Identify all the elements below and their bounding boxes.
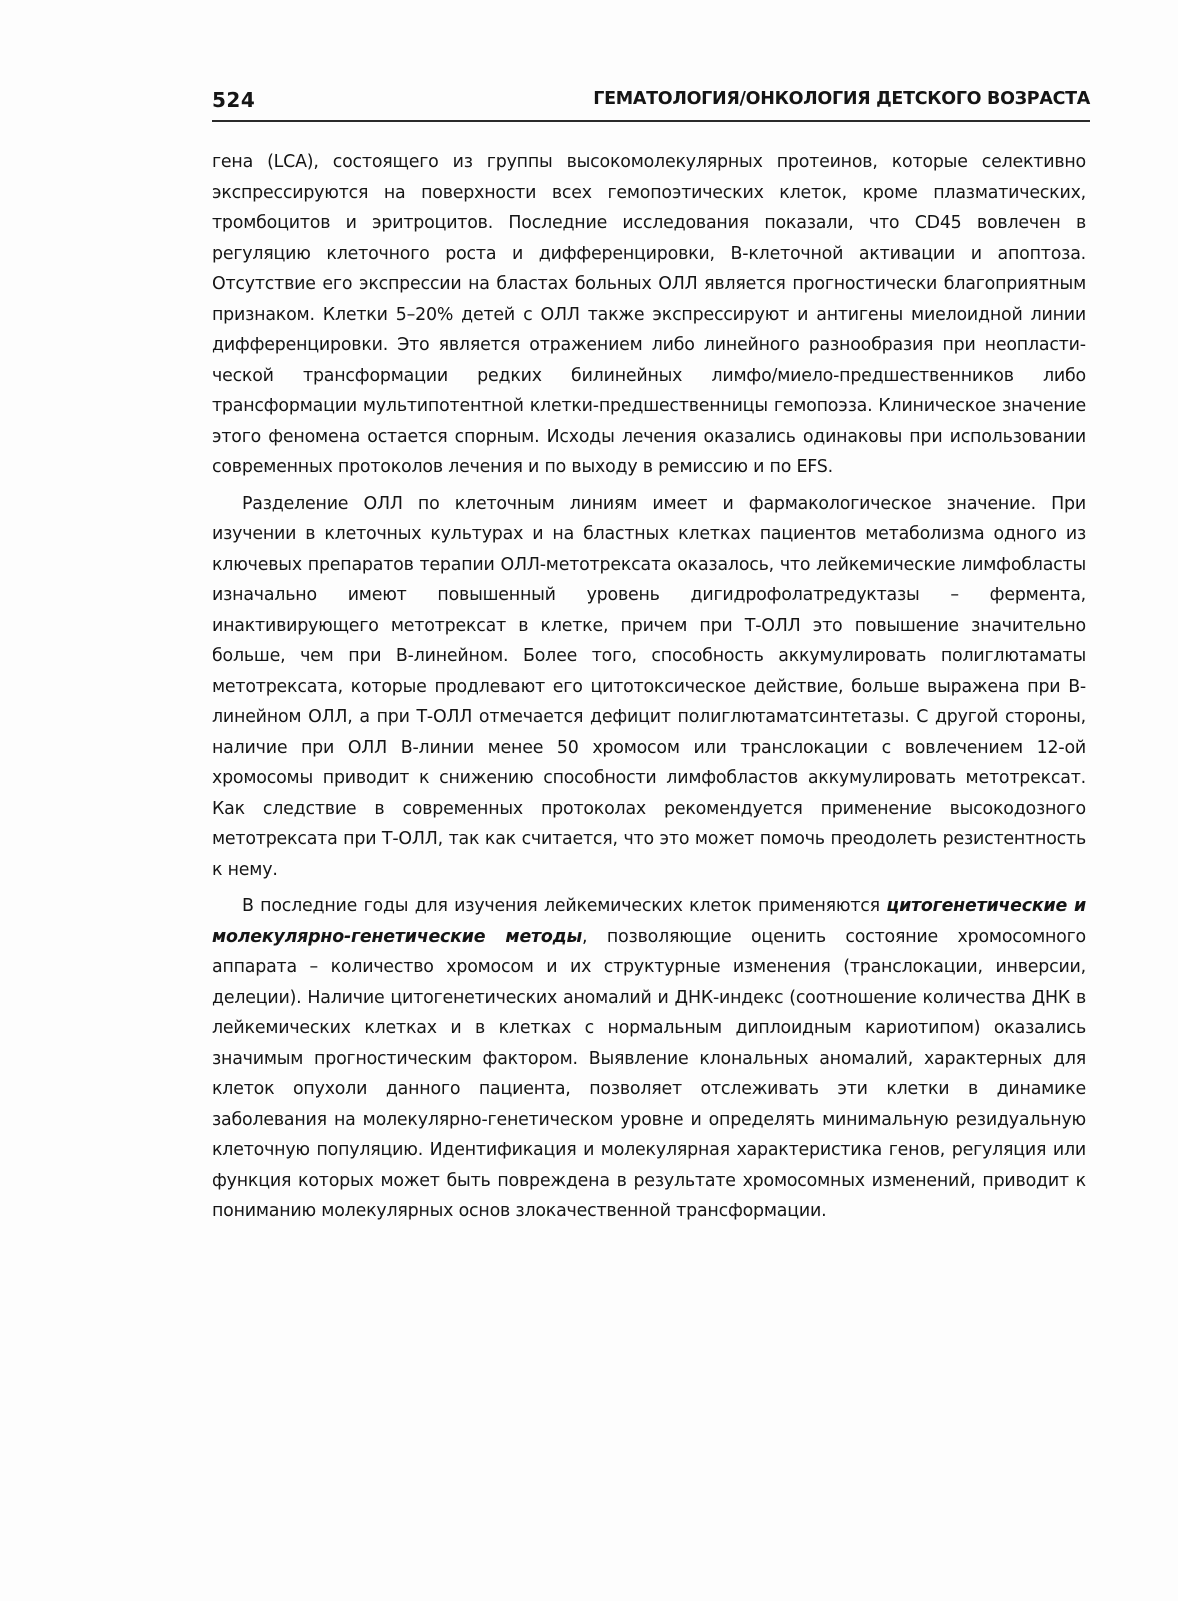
paragraph-3-lead: В последние годы для изучения лейкемических клеток применяются xyxy=(242,896,887,916)
paragraph-1: гена (LCA), состоящего из группы высокомолекулярных протеинов, которые селективно экспрессируются на поверхности всех гемопоэтических клеток, кроме плазматических, тромбоцитов и эритроцитов. Последние исследования показали, что CD45 вовлечен в регуляцию клеточного роста и дифференцировки, В-клеточной активации и апоптоза. Отсутствие его экспрессии на бластах больных ОЛЛ является прогностически благоприятным признаком. Клетки 5–20% детей с ОЛЛ также экспрессируют и антигены миелоидной линии дифференцировки. Это является отражением либо линейного разнообразия при неопластической трансформации редких билинейных лимфо/миело-предшественников либо трансформации мультипотентной клетки-предшественницы гемопоэза. Клиническое значение этого феномена остается спорным. Исходы лечения оказались одинаковы при использовании современных протоколов лечения и по выходу в ремиссию и по EFS. xyxy=(212,152,1086,477)
header-rule xyxy=(212,120,1090,122)
running-head: ГЕМАТОЛОГИЯ/ОНКОЛОГИЯ ДЕТСКОГО ВОЗРАСТА xyxy=(593,89,1090,109)
paragraph-2: Разделение ОЛЛ по клеточным линиям имеет и фармакологическое значение. При изучении в клеточных культурах и на бластных клетках пациентов метаболизма одного из ключевых препаратов терапии ОЛЛ-метотрексата оказалось, что лейкемические лимфобласты изначально имеют повышенный уровень дигидрофолатредуктазы – фермента, инактивирующего метотрексат в клетке, причем при Т-ОЛЛ это повышение значительно больше, чем при В-линейном. Более того, способность аккумулировать полиглютаматы метотрексата, которые продлевают его цитотоксическое действие, больше выражена при В-линейном ОЛЛ, а при Т-ОЛЛ отмечается дефицит полиглютаматсинтетазы. С другой стороны, наличие при ОЛЛ В-линии менее 50 хромосом или транслокации с вовлечением 12-ой хромосомы приводит к снижению способности лимфобластов аккумулировать метотрексат. Как следствие в современных протоколах рекомендуется применение высокодозного метотрексата при Т-ОЛЛ, так как считается, что это может помочь преодолеть резистентность к нему. xyxy=(212,493,1086,880)
page-number: 524 xyxy=(212,88,256,112)
page-header xyxy=(212,88,1090,120)
paragraph-3 xyxy=(212,891,1086,1227)
emphasis-methods: цитогенетические и молекулярно-генетические методы xyxy=(212,896,1087,947)
body-text xyxy=(212,147,1086,1227)
paragraph-3-rest: , позволяющие оценить состояние хромосомного аппарата – количество хромосом и их структурные изменения (транслокации, инверсии, делеции). Наличие цитогенетических аномалий и ДНК-индекс (соотношение количества ДНК в лейкемических клетках и в клетках с нормальным диплоидным кариотипом) оказались значимым прогностическим фактором. Выявление клональных аномалий, характерных для клеток опухоли данного пациента, позволяет отслеживать эти клетки в динамике заболевания на молекулярно-генетическом уровне и определять минимальную резидуальную клеточную популяцию. Идентификация и молекулярная характеристика генов, регуляция или функция которых может быть повреждена в результате хромосомных изменений, приводит к пониманию молекулярных основ злокачественной трансформации. xyxy=(212,926,1086,1221)
